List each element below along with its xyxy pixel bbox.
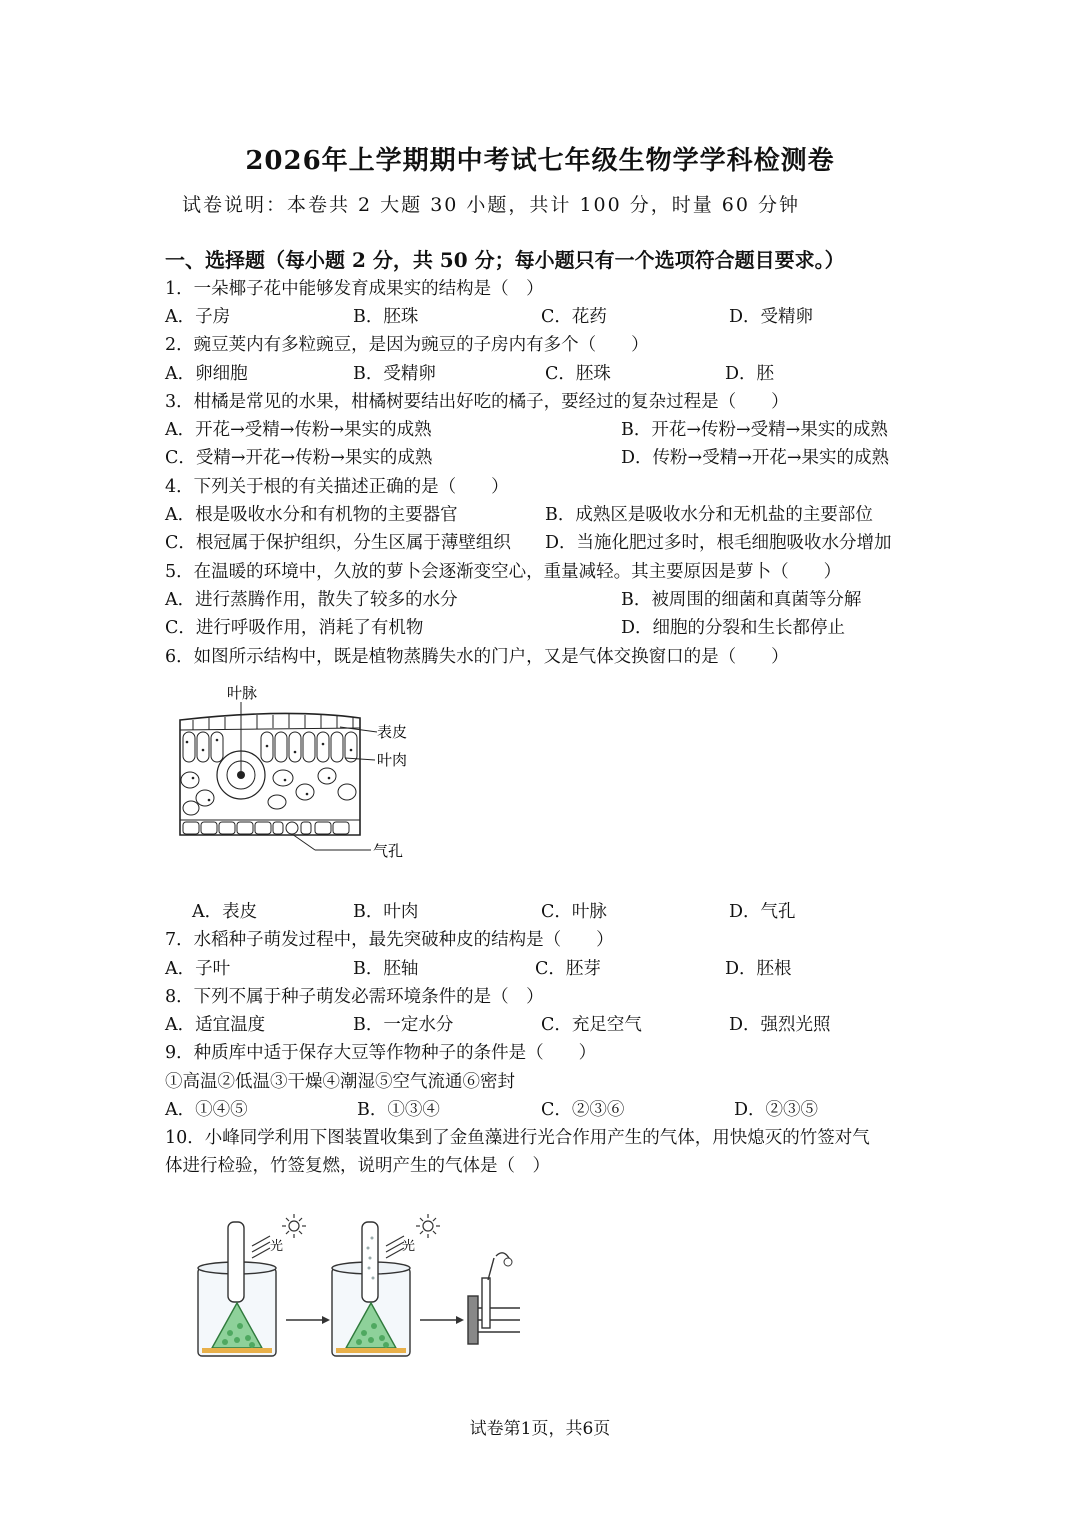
question-7-option-c: C．胚芽 (535, 959, 601, 979)
question-3-stem: 3．柑橘是常见的水果，柑橘树要结出好吃的橘子，要经过的复杂过程是（ ） (165, 392, 789, 412)
question-3-option-a: A．开花→受精→传粉→果实的成熟 (165, 420, 432, 440)
question-5-option-d: D．细胞的分裂和生长都停止 (621, 618, 846, 638)
question-8-option-d: D．强烈光照 (729, 1015, 831, 1035)
question-7-option-d: D．胚根 (725, 959, 792, 979)
question-4-option-d: D．当施化肥过多时，根毛细胞吸收水分增加 (545, 533, 892, 553)
figure-label-vein: 叶脉 (227, 684, 258, 702)
question-9-option-d: D．②③⑤ (734, 1100, 819, 1120)
question-3-option-d: D．传粉→受精→开花→果实的成熟 (621, 448, 890, 468)
question-5-stem: 5．在温暖的环境中，久放的萝卜会逐渐变空心，重量减轻。其主要原因是萝卜（ ） (165, 562, 842, 582)
question-7-stem: 7．水稻种子萌发过程中，最先突破种皮的结构是（ ） (165, 930, 614, 950)
question-2-option-d: D．胚 (725, 364, 775, 384)
question-6-stem: 6．如图所示结构中，既是植物蒸腾失水的门户，又是气体交换窗口的是（ ） (165, 647, 789, 667)
question-1-stem: 1．一朵椰子花中能够发育成果实的结构是（ ） (165, 279, 544, 299)
question-1-option-c: C．花药 (541, 307, 607, 327)
question-2-option-b: B．受精卵 (353, 364, 436, 384)
figure-label-epidermis: 表皮 (377, 723, 408, 741)
question-6-option-a: A．表皮 (192, 902, 258, 922)
figure-label-light-1: 光 (270, 1239, 284, 1254)
question-10-stem-line2: 体进行检验，竹签复燃，说明产生的气体是（ ） (165, 1156, 550, 1176)
question-6-option-d: D．气孔 (729, 902, 796, 922)
figure-label-mesophyll: 叶肉 (377, 751, 408, 769)
question-8-option-a: A．适宜温度 (165, 1015, 266, 1035)
question-10-stem-line1: 10．小峰同学利用下图装置收集到了金鱼藻进行光合作用产生的气体，用快熄灭的竹签对气 (165, 1128, 870, 1148)
question-5-option-a: A．进行蒸腾作用，散失了较多的水分 (165, 590, 458, 610)
question-4-option-c: C．根冠属于保护组织，分生区属于薄壁组织 (165, 533, 511, 553)
question-6-option-b: B．叶肉 (353, 902, 419, 922)
question-1-option-a: A．子房 (165, 307, 231, 327)
question-3-option-c: C．受精→开花→传粉→果实的成熟 (165, 448, 433, 468)
exam-instructions: 试卷说明：本卷共 2 大题 30 小题，共计 100 分，时量 60 分钟 (182, 194, 801, 216)
question-9-option-a: A．①④⑤ (165, 1100, 248, 1120)
question-7-option-b: B．胚轴 (353, 959, 419, 979)
question-8-option-b: B．一定水分 (353, 1015, 454, 1035)
question-9-option-c: C．②③⑥ (541, 1100, 625, 1120)
question-9-option-b: B．①③④ (357, 1100, 440, 1120)
section-heading: 一、选择题（每小题 2 分，共 50 分；每小题只有一个选项符合题目要求。） (165, 248, 845, 272)
question-9-conditions: ①高温②低温③干燥④潮湿⑤空气流通⑥密封 (165, 1072, 515, 1092)
question-1-option-d: D．受精卵 (729, 307, 814, 327)
question-3-option-b: B．开花→传粉→受精→果实的成熟 (621, 420, 888, 440)
question-5-option-b: B．被周围的细菌和真菌等分解 (621, 590, 862, 610)
question-2-option-a: A．卵细胞 (165, 364, 248, 384)
question-4-stem: 4．下列关于根的有关描述正确的是（ ） (165, 477, 509, 497)
question-4-option-a: A．根是吸收水分和有机物的主要器官 (165, 505, 458, 525)
question-9-stem: 9．种质库中适于保存大豆等作物种子的条件是（ ） (165, 1043, 597, 1063)
question-2-stem: 2．豌豆荚内有多粒豌豆，是因为豌豆的子房内有多个（ ） (165, 335, 649, 355)
question-6-option-c: C．叶脉 (541, 902, 607, 922)
question-4-option-b: B．成熟区是吸收水分和无机盐的主要部位 (545, 505, 873, 525)
question-2-option-c: C．胚珠 (545, 364, 611, 384)
figure-label-stoma: 气孔 (373, 842, 404, 860)
figure-label-light-2: 光 (402, 1239, 416, 1254)
page-title: 2026年上学期期中考试七年级生物学学科检测卷 (245, 146, 835, 176)
question-8-option-c: C．充足空气 (541, 1015, 642, 1035)
leaf-cross-section-figure (165, 680, 425, 870)
question-8-stem: 8．下列不属于种子萌发必需环境条件的是（ ） (165, 987, 544, 1007)
question-5-option-c: C．进行呼吸作用，消耗了有机物 (165, 618, 424, 638)
page-footer: 试卷第1页，共6页 (469, 1419, 611, 1439)
photosynthesis-apparatus-figure (190, 1208, 540, 1368)
question-7-option-a: A．子叶 (165, 959, 231, 979)
question-1-option-b: B．胚珠 (353, 307, 419, 327)
